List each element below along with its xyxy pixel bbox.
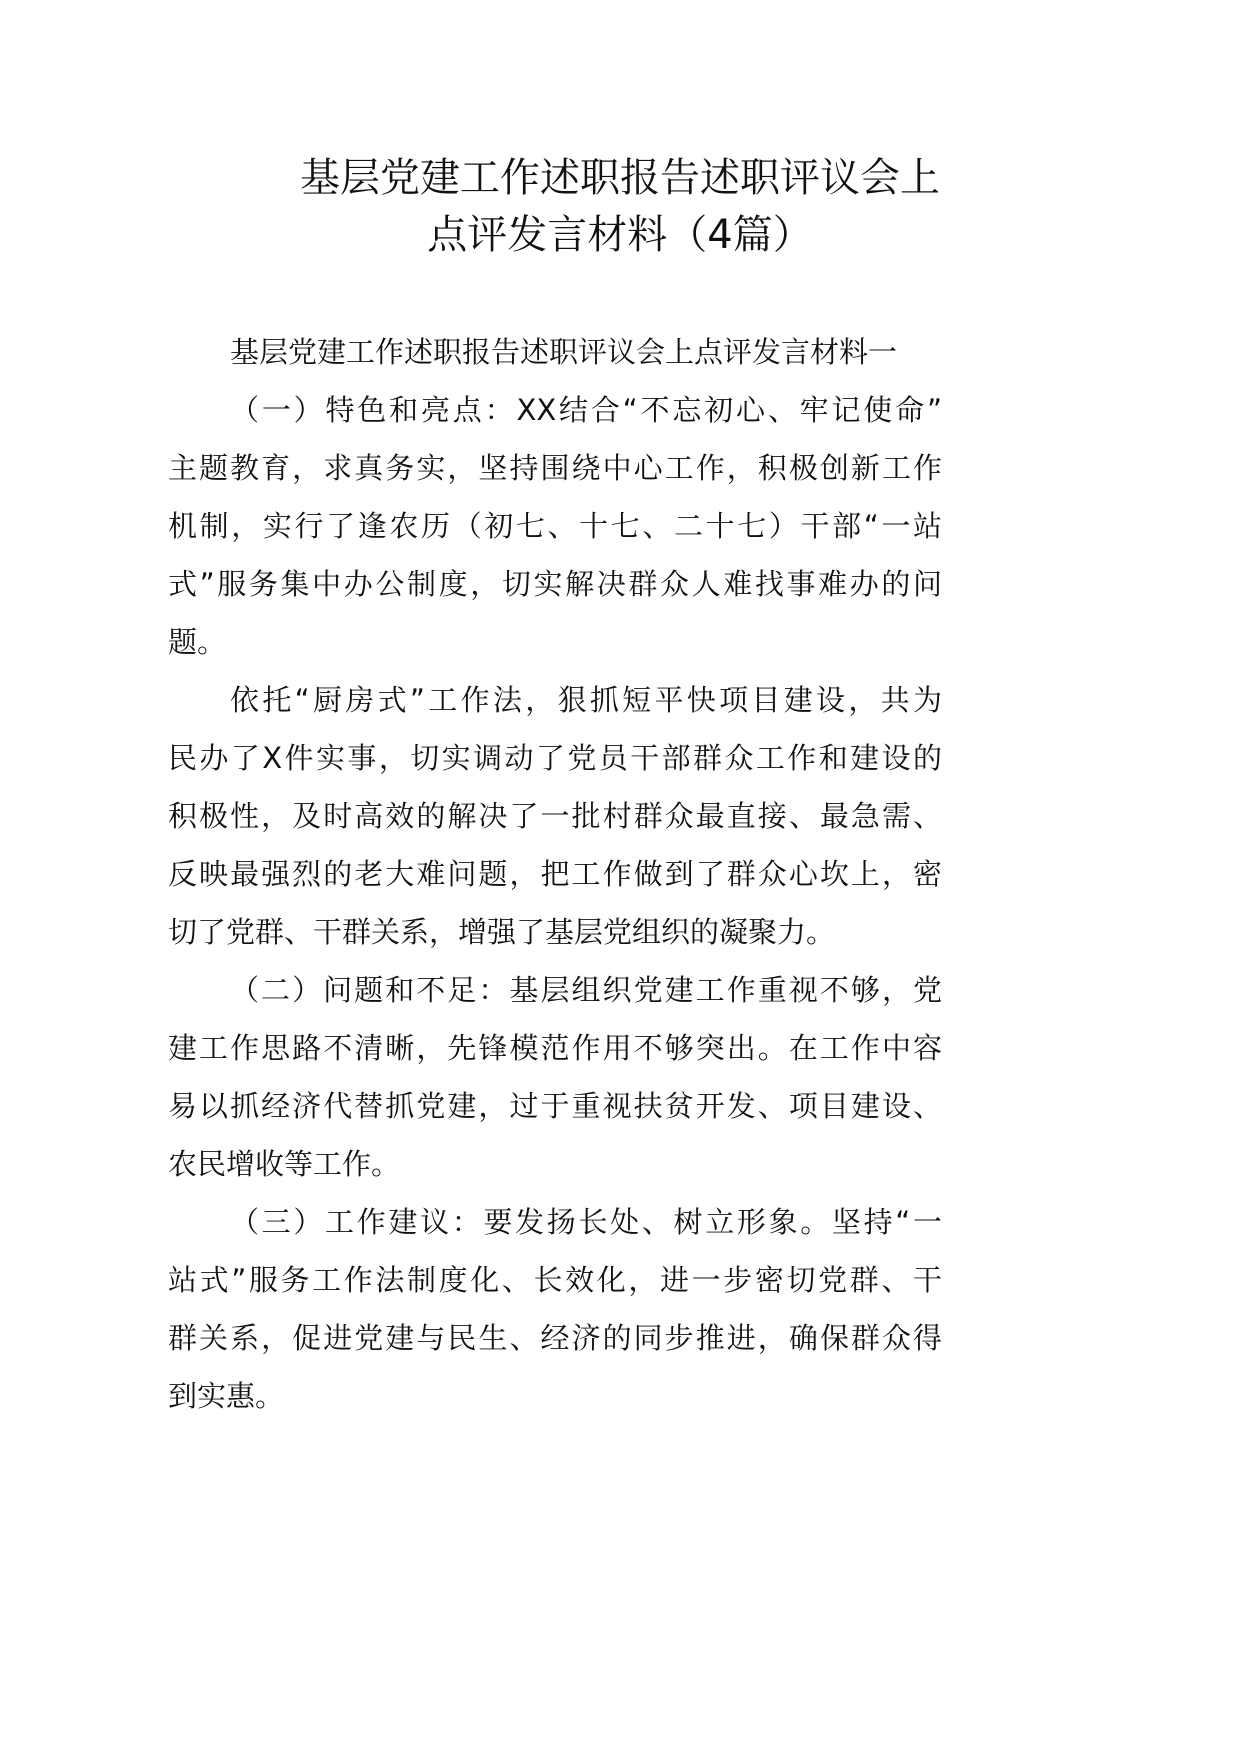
- paragraphs: [168, 384, 942, 1428]
- paragraph-line: 反映最强烈的老大难问题，把工作做到了群众心坎上，密: [168, 857, 942, 891]
- paragraph-line: 群关系，促进党建与民生、经济的同步推进，确保群众得: [168, 1321, 942, 1355]
- paragraph-line: 易以抓经济代替抓党建，过于重视扶贫开发、项目建设、: [168, 1089, 942, 1123]
- paragraph-line: 建工作思路不清晰，先锋模范作用不够突出。在工作中容: [168, 1031, 942, 1065]
- document-body: [168, 326, 942, 1428]
- paragraph-line: （三）工作建议：要发扬长处、树立形象。坚持“一: [230, 1205, 942, 1239]
- paragraph: [168, 384, 942, 674]
- paragraph-line: 站式”服务工作法制度化、长效化，进一步密切党群、干: [168, 1263, 942, 1297]
- paragraph-line: 式”服务集中办公制度，切实解决群众人难找事难办的问: [168, 567, 942, 601]
- paragraph-line: 农民增收等工作。: [168, 1147, 401, 1181]
- paragraph-line: 机制，实行了逢农历（初七、十七、二十七）干部“一站: [168, 509, 942, 543]
- paragraph-line: 切了党群、干群关系，增强了基层党组织的凝聚力。: [168, 915, 836, 949]
- paragraph: [168, 1196, 942, 1428]
- paragraph-line: （一）特色和亮点：XX结合“不忘初心、牢记使命”: [230, 393, 942, 427]
- paragraph-line: 主题教育，求真务实，坚持围绕中心工作，积极创新工作: [168, 451, 942, 485]
- paragraph-line: 到实惠。: [168, 1379, 285, 1413]
- document-title-line-2: 点评发言材料（4篇）: [427, 212, 813, 258]
- document-title-line-1: 基层党建工作述职报告述职评议会上: [300, 155, 940, 201]
- paragraph-line: 积极性，及时高效的解决了一批村群众最直接、最急需、: [168, 799, 942, 833]
- paragraph-line: 民办了X件实事，切实调动了党员干部群众工作和建设的: [168, 741, 942, 775]
- paragraph-line: （二）问题和不足：基层组织党建工作重视不够，党: [230, 973, 942, 1007]
- paragraph-line: 依托“厨房式”工作法，狠抓短平快项目建设，共为: [230, 683, 942, 717]
- section-subtitle: 基层党建工作述职报告述职评议会上点评发言材料一: [230, 335, 898, 369]
- paragraph-line: 题。: [168, 625, 227, 659]
- paragraph: [168, 964, 942, 1196]
- paragraph: [168, 674, 942, 964]
